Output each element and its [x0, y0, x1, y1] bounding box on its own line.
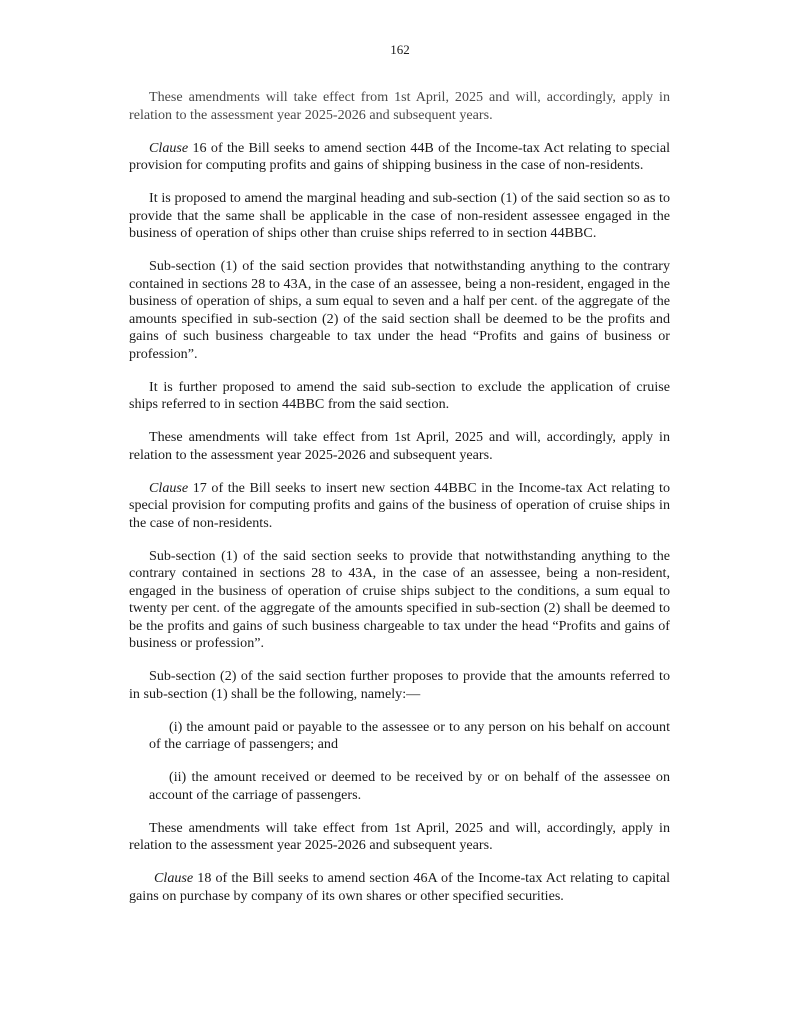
clause-18-paragraph	[129, 870, 670, 905]
paragraph-text: 18 of the Bill seeks to amend section 46A of the Income-tax Act relating to capital gains on purchase by company of its own shares or other specified securities.	[129, 870, 670, 904]
sub-section-paragraph	[129, 258, 670, 363]
effect-date-paragraph	[129, 89, 670, 124]
clause-label: Clause	[149, 139, 189, 156]
paragraph-text: These amendments will take effect from 1st April, 2025 and will, accordingly, apply in relation to the assessment year 2025-2026 and subsequent years.	[129, 429, 670, 463]
paragraph-text: These amendments will take effect from 1st April, 2025 and will, accordingly, apply in relation to the assessment year 2025-2026 and subsequent years.	[129, 819, 670, 853]
further-proposal-paragraph	[129, 379, 670, 414]
clause-17-paragraph	[129, 480, 670, 533]
clause-label: Clause	[154, 870, 194, 886]
list-item	[149, 719, 670, 754]
proposal-paragraph	[129, 190, 670, 243]
paragraph-text: (ii) the amount received or deemed to be received by or on behalf of the assessee on account of the carriage of passengers.	[149, 769, 670, 803]
effect-date-paragraph	[129, 429, 670, 464]
paragraph-text: (i) the amount paid or payable to the assessee or to any person on his behalf on account of the carriage of passengers; and	[149, 718, 670, 752]
paragraph-text: These amendments will take effect from 1st April, 2025 and will, accordingly, apply in relation to the assessment year 2025-2026 and subsequent years.	[129, 89, 670, 123]
page-number: 162	[390, 42, 410, 57]
clause-16-paragraph	[129, 140, 670, 175]
document-body	[129, 89, 670, 921]
list-item	[149, 769, 670, 804]
clause-label: Clause	[149, 479, 189, 496]
paragraph-text: Sub-section (1) of the said section seeks to provide that notwithstanding anything to the contrary contained in sections 28 to 43A, in the case of an assessee, being a non-resident, engaged in the business of operation of cruise ships subject to the conditions, a sum equal to twenty per cent. of the aggregate of the amounts specified in sub-section (2) shall be deemed to be the profits and gains of such business chargeable to tax under the head “Profits and gains of business or profession”.	[129, 547, 670, 651]
paragraph-text: It is proposed to amend the marginal heading and sub-section (1) of the said section so as to provide that the same shall be applicable in the case of non-resident assessee engaged in the business of operation of ships other than cruise ships referred to in section 44BBC.	[129, 190, 670, 241]
paragraph-text: Sub-section (1) of the said section provides that notwithstanding anything to the contrary contained in sections 28 to 43A, in the case of an assessee, being a non-resident, engaged in the business of operation of ships, a sum equal to seven and a half per cent. of the aggregate of the amounts specified in sub-section (2) of the said section shall be deemed to be the profits and gains of such business chargeable to tax under the head “Profits and gains of business or profession”.	[129, 258, 670, 362]
effect-date-paragraph	[129, 820, 670, 855]
paragraph-text: 16 of the Bill seeks to amend section 44B of the Income-tax Act relating to special provision for computing profits and gains of shipping business in the case of non-residents.	[129, 139, 670, 173]
sub-section-paragraph	[129, 668, 670, 703]
paragraph-text: It is further proposed to amend the said sub-section to exclude the application of cruise ships referred to in section 44BBC from the said section.	[129, 378, 670, 412]
paragraph-text: 17 of the Bill seeks to insert new section 44BBC in the Income-tax Act relating to special provision for computing profits and gains of the business of operation of cruise ships in the case of non-residents.	[129, 479, 670, 531]
paragraph-text: Sub-section (2) of the said section further proposes to provide that the amounts referred to in sub-section (1) shall be the following, namely:—	[129, 668, 670, 702]
sub-section-paragraph	[129, 548, 670, 653]
